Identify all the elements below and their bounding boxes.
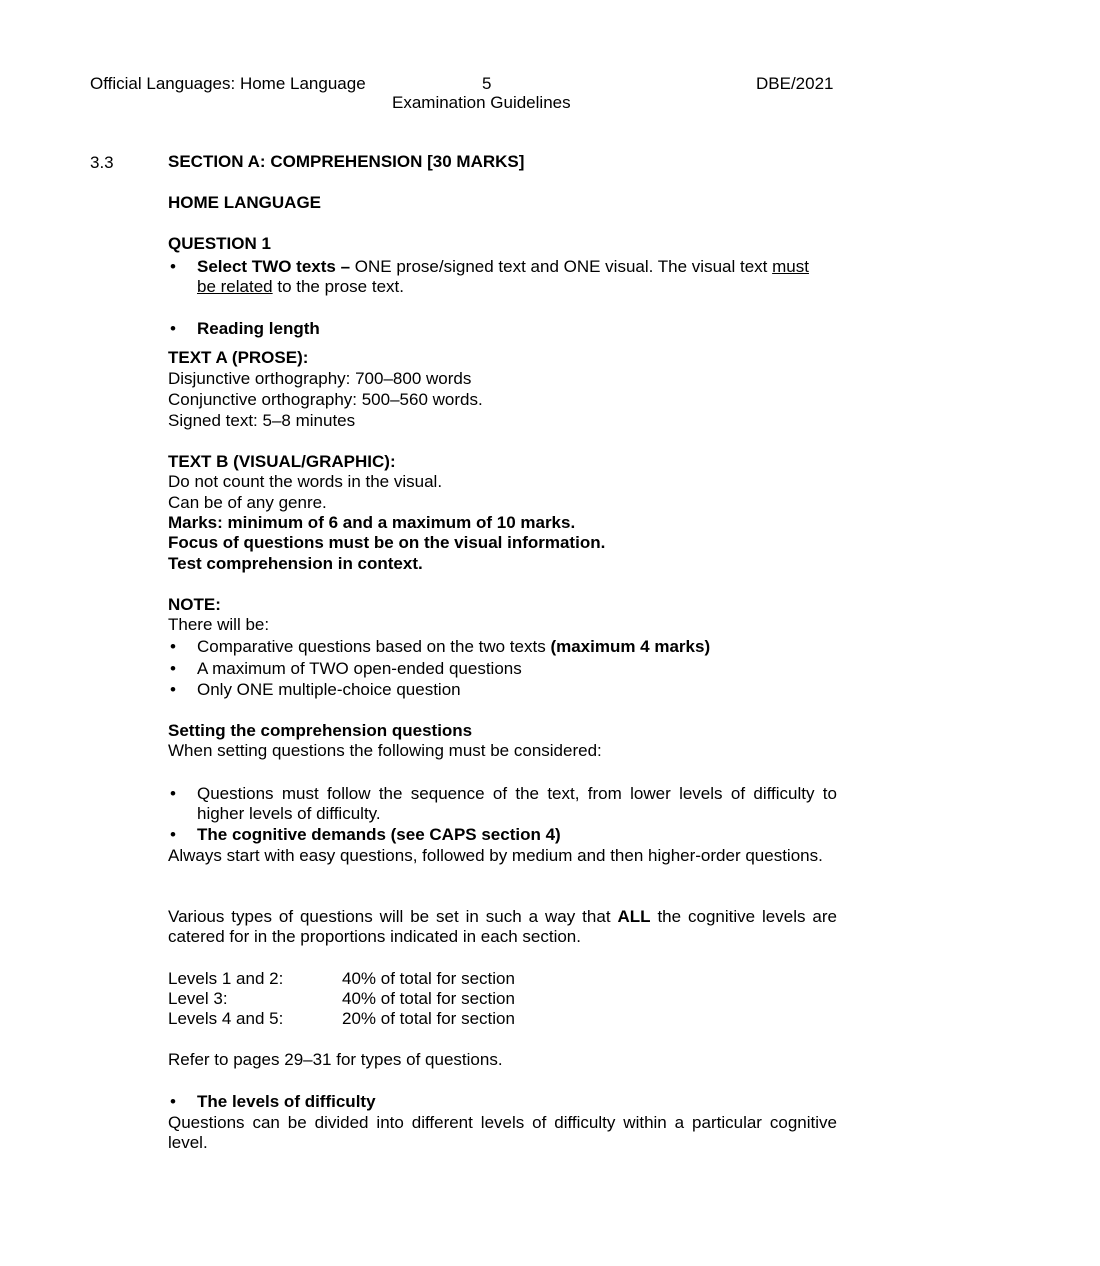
text-b-line2: Can be of any genre. (168, 493, 327, 512)
setting-intro: When setting questions the following must be considered: (168, 741, 602, 760)
various-bold: ALL (617, 907, 651, 926)
various-text-end: the cognitive levels are catered for in the proportions indicated in each section. (168, 907, 837, 946)
question-heading: QUESTION 1 (168, 234, 271, 253)
setting-various (168, 907, 837, 947)
bullet: • (170, 319, 176, 338)
level-label: Level 3: (168, 989, 228, 1008)
text-b-heading: TEXT B (VISUAL/GRAPHIC): (168, 452, 396, 471)
header-left: Official Languages: Home Language (90, 74, 366, 93)
reading-length: Reading length (197, 319, 320, 338)
page-number: 5 (482, 74, 492, 93)
level-value: 40% of total for section (342, 989, 515, 1008)
select-texts-text-end: to the prose text. (272, 277, 404, 296)
section-number: 3.3 (90, 153, 114, 172)
section-title: SECTION A: COMPREHENSION [30 MARKS] (168, 152, 525, 171)
note-item: Only ONE multiple-choice question (197, 680, 461, 699)
text-a-conjunctive: Conjunctive orthography: 500–560 words. (168, 390, 483, 409)
level-value: 40% of total for section (342, 969, 515, 988)
level-label: Levels 4 and 5: (168, 1009, 284, 1028)
bullet: • (170, 825, 176, 844)
refer-pages: Refer to pages 29–31 for types of questions. (168, 1050, 503, 1069)
various-text: Various types of questions will be set in such a way that (168, 907, 618, 926)
note-item-text: Comparative questions based on the two texts (197, 637, 551, 656)
setting-sequence: Questions must follow the sequence of the text, from lower levels of difficulty to higher levels of difficulty. (197, 784, 837, 823)
difficulty-text: Questions can be divided into different levels of difficulty within a particular cognitive level. (168, 1113, 837, 1152)
note-item-bold: (maximum 4 marks) (550, 637, 711, 656)
text-b-line1: Do not count the words in the visual. (168, 472, 443, 491)
bullet: • (170, 659, 176, 678)
note-item: A maximum of TWO open-ended questions (197, 659, 522, 678)
level-value: 20% of total for section (342, 1009, 515, 1028)
level-label: Levels 1 and 2: (168, 969, 284, 988)
bullet: • (170, 257, 176, 276)
select-texts-bold: Select TWO texts – (197, 257, 351, 276)
setting-always: Always start with easy questions, followed by medium and then higher-order questions. (168, 846, 823, 865)
text-b-test: Test comprehension in context. (168, 554, 423, 573)
setting-cognitive: The cognitive demands (see CAPS section 4) (197, 825, 561, 844)
home-language-heading: HOME LANGUAGE (168, 193, 321, 212)
bullet: • (170, 784, 176, 803)
text-a-signed: Signed text: 5–8 minutes (168, 411, 356, 430)
header-right: DBE/2021 (756, 74, 834, 93)
note-item (197, 637, 710, 657)
text-b-focus: Focus of questions must be on the visual information. (168, 533, 606, 552)
select-texts-underline-must: must (772, 257, 809, 276)
bullet: • (170, 637, 176, 656)
text-a-disjunctive: Disjunctive orthography: 700–800 words (168, 369, 472, 388)
note-heading: NOTE: (168, 595, 221, 614)
text-a-heading: TEXT A (PROSE): (168, 348, 309, 367)
select-texts-text: ONE prose/signed text and ONE visual. The visual text (350, 257, 773, 276)
text-b-marks: Marks: minimum of 6 and a maximum of 10 marks. (168, 513, 576, 532)
setting-heading: Setting the comprehension questions (168, 721, 473, 740)
header-subtitle: Examination Guidelines (392, 93, 571, 112)
bullet: • (170, 1092, 176, 1111)
bullet: • (170, 680, 176, 699)
difficulty-heading: The levels of difficulty (197, 1092, 376, 1111)
select-texts-underline-related: be related (197, 277, 273, 296)
note-intro: There will be: (168, 615, 270, 634)
